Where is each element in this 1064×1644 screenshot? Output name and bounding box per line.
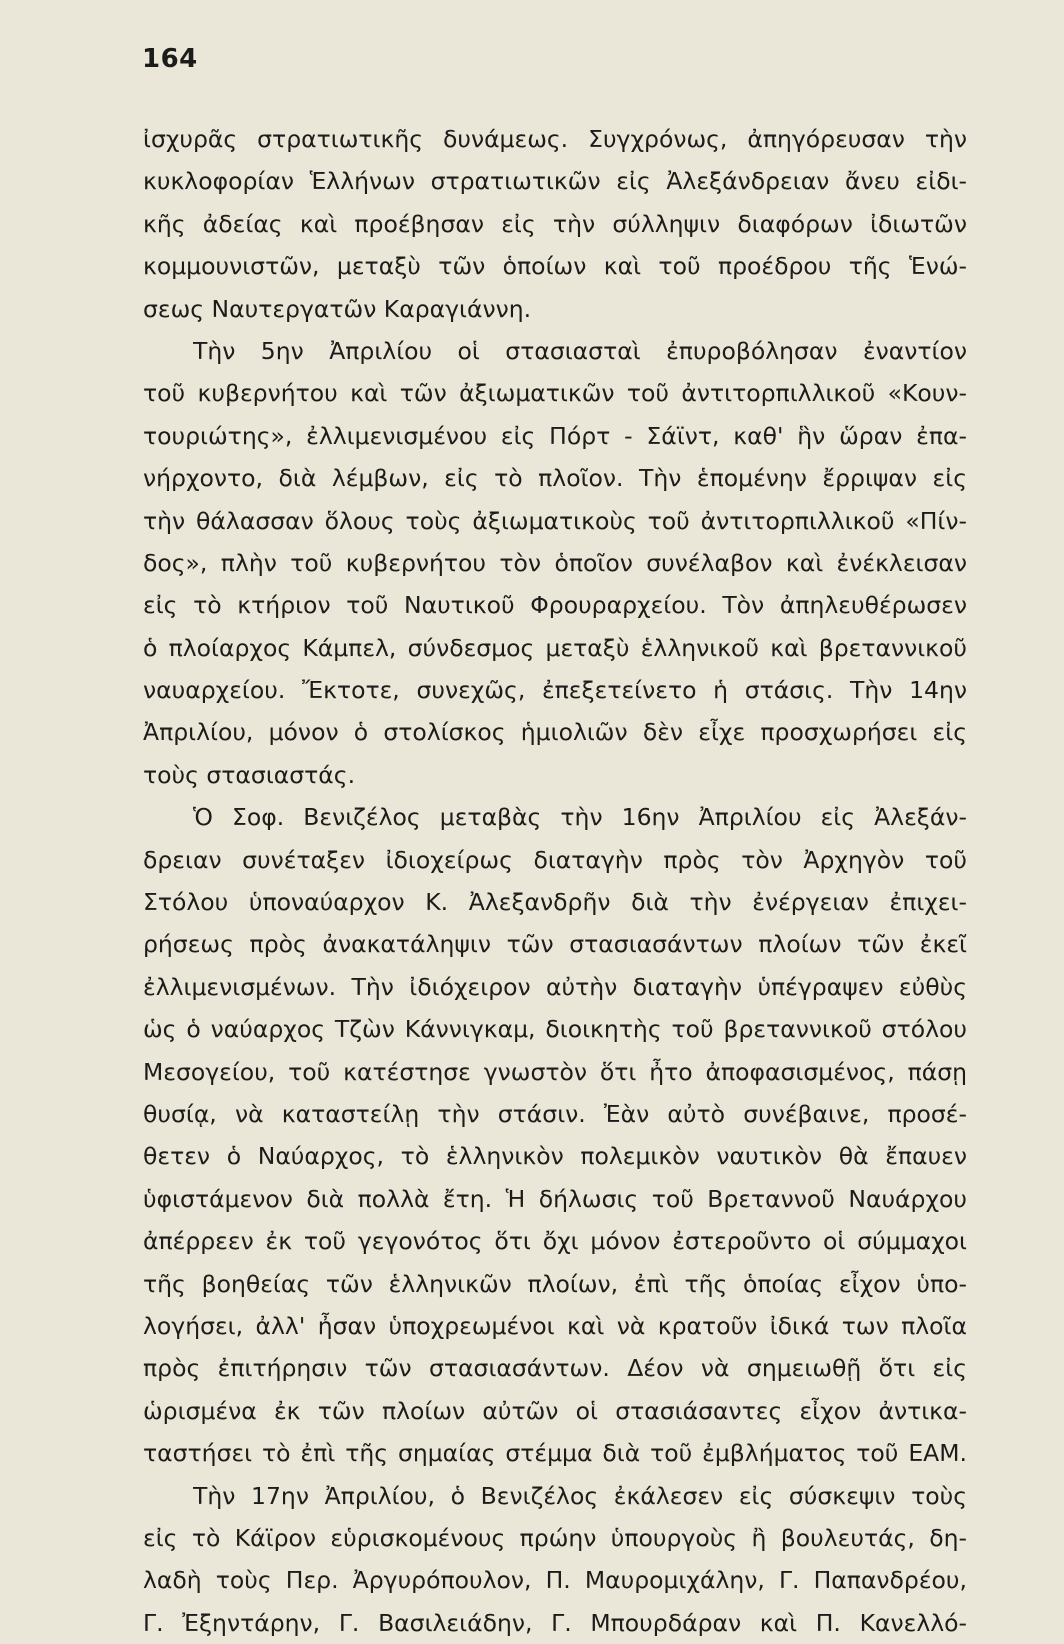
text-line: τῆς βοηθείας τῶν ἑλληνικῶν πλοίων, ἐπὶ τῆς ὁποίας εἶχον ὑπο-	[143, 1269, 967, 1298]
text-line: ναυαρχείου. Ἔκτοτε, συνεχῶς, ἐπεξετείνετο ἡ στάσις. Τὴν 14ην	[143, 676, 967, 705]
body-text	[143, 118, 967, 1644]
text-line: ὁ πλοίαρχος Κάμπελ, σύνδεσμος μεταξὺ ἑλληνικοῦ καὶ βρεταννικοῦ	[143, 633, 967, 662]
text-line: λαδὴ τοὺς Περ. Ἀργυρόπουλον, Π. Μαυρομιχάλην, Γ. Παπανδρέου,	[143, 1566, 967, 1595]
text-line: ὡρισμένα ἐκ τῶν πλοίων αὐτῶν οἱ στασιάσαντες εἶχον ἀντικα-	[143, 1396, 967, 1425]
text-line: τοῦ κυβερνήτου καὶ τῶν ἀξιωματικῶν τοῦ ἀντιτορπιλλικοῦ «Κουν-	[143, 379, 967, 408]
text-line: σεως Ναυτεργατῶν Καραγιάννη.	[143, 294, 532, 323]
text-line: νήρχοντο, διὰ λέμβων, εἰς τὸ πλοῖον. Τὴν ἑπομένην ἔρριψαν εἰς	[143, 464, 967, 493]
text-line: ὡς ὁ ναύαρχος Τζὼν Κάννιγκαμ, διοικητὴς τοῦ βρεταννικοῦ στόλου	[143, 1015, 967, 1044]
text-line: λογήσει, ἀλλ' ἦσαν ὑποχρεωμένοι καὶ νὰ κρατοῦν ἰδικά των πλοῖα	[143, 1311, 967, 1340]
text-line: εἰς τὸ κτήριον τοῦ Ναυτικοῦ Φρουραρχείου. Τὸν ἀπηλευθέρωσεν	[143, 591, 967, 620]
text-line: ὑφιστάμενον διὰ πολλὰ ἔτη. Ἡ δήλωσις τοῦ Βρεταννοῦ Ναυάρχου	[143, 1184, 967, 1213]
text-line: Στόλου ὑποναύαρχον Κ. Ἀλεξανδρῆν διὰ τὴν ἐνέργειαν ἐπιχει-	[143, 888, 967, 917]
text-line: πρὸς ἐπιτήρησιν τῶν στασιασάντων. Δέον νὰ σημειωθῇ ὅτι εἰς	[143, 1354, 967, 1383]
text-line: κυκλοφορίαν Ἑλλήνων στρατιωτικῶν εἰς Ἀλεξάνδρειαν ἄνευ εἰδι-	[143, 167, 967, 196]
text-line: Γ. Ἐξηντάρην, Γ. Βασιλειάδην, Γ. Μπουρδάραν καὶ Π. Κανελλό-	[143, 1608, 967, 1637]
text-line: Τὴν 17ην Ἀπριλίου, ὁ Βενιζέλος ἐκάλεσεν εἰς σύσκεψιν τοὺς	[193, 1481, 967, 1510]
page-number: 164	[142, 44, 198, 74]
text-line: Τὴν 5ην Ἀπριλίου οἱ στασιασταὶ ἐπυροβόλησαν ἐναντίον	[193, 336, 967, 365]
text-line: θυσίᾳ, νὰ καταστείλῃ τὴν στάσιν. Ἐὰν αὐτὸ συνέβαινε, προσέ-	[143, 1099, 967, 1128]
text-line: δος», πλὴν τοῦ κυβερνήτου τὸν ὁποῖον συνέλαβον καὶ ἐνέκλεισαν	[143, 548, 967, 577]
text-line: ἐλλιμενισμένων. Τὴν ἰδιόχειρον αὐτὴν διαταγὴν ὑπέγραψεν εὐθὺς	[143, 972, 967, 1001]
text-line: Ὁ Σοφ. Βενιζέλος μεταβὰς τὴν 16ην Ἀπριλίου εἰς Ἀλεξάν-	[193, 803, 967, 832]
text-line: Ἀπριλίου, μόνον ὁ στολίσκος ἡμιολιῶν δὲν εἶχε προσχωρήσει εἰς	[143, 718, 967, 747]
text-line: ρήσεως πρὸς ἀνακατάληψιν τῶν στασιασάντων πλοίων τῶν ἐκεῖ	[143, 930, 967, 959]
text-line: Μεσογείου, τοῦ κατέστησε γνωστὸν ὅτι ἦτο ἀποφασισμένος, πάσῃ	[143, 1057, 967, 1086]
text-line: θετεν ὁ Ναύαρχος, τὸ ἑλληνικὸν πολεμικὸν ναυτικὸν θὰ ἔπαυεν	[143, 1142, 967, 1171]
text-line: τὴν θάλασσαν ὅλους τοὺς ἀξιωματικοὺς τοῦ ἀντιτορπιλλικοῦ «Πίν-	[143, 506, 967, 535]
text-line: κῆς ἀδείας καὶ προέβησαν εἰς τὴν σύλληψιν διαφόρων ἰδιωτῶν	[143, 209, 967, 238]
text-line: κομμουνιστῶν, μεταξὺ τῶν ὁποίων καὶ τοῦ προέδρου τῆς Ἑνώ-	[143, 252, 967, 281]
text-line: τουριώτης», ἐλλιμενισμένου εἰς Πόρτ - Σάϊντ, καθ' ἣν ὥραν ἐπα-	[143, 421, 967, 450]
text-line: ἀπέρρεεν ἐκ τοῦ γεγονότος ὅτι ὄχι μόνον ἐστεροῦντο οἱ σύμμαχοι	[143, 1227, 967, 1256]
text-line: εἰς τὸ Κάϊρον εὑρισκομένους πρώην ὑπουργοὺς ἢ βουλευτάς, δη-	[143, 1523, 967, 1552]
text-line: δρειαν συνέταξεν ἰδιοχείρως διαταγὴν πρὸς τὸν Ἀρχηγὸν τοῦ	[143, 845, 967, 874]
text-line: ταστήσει τὸ ἐπὶ τῆς σημαίας στέμμα διὰ τοῦ ἐμβλήματος τοῦ ΕΑΜ.	[143, 1439, 967, 1468]
text-line: ἰσχυρᾶς στρατιωτικῆς δυνάμεως. Συγχρόνως, ἀπηγόρευσαν τὴν	[143, 125, 967, 153]
text-line: τοὺς στασιαστάς.	[143, 760, 356, 789]
